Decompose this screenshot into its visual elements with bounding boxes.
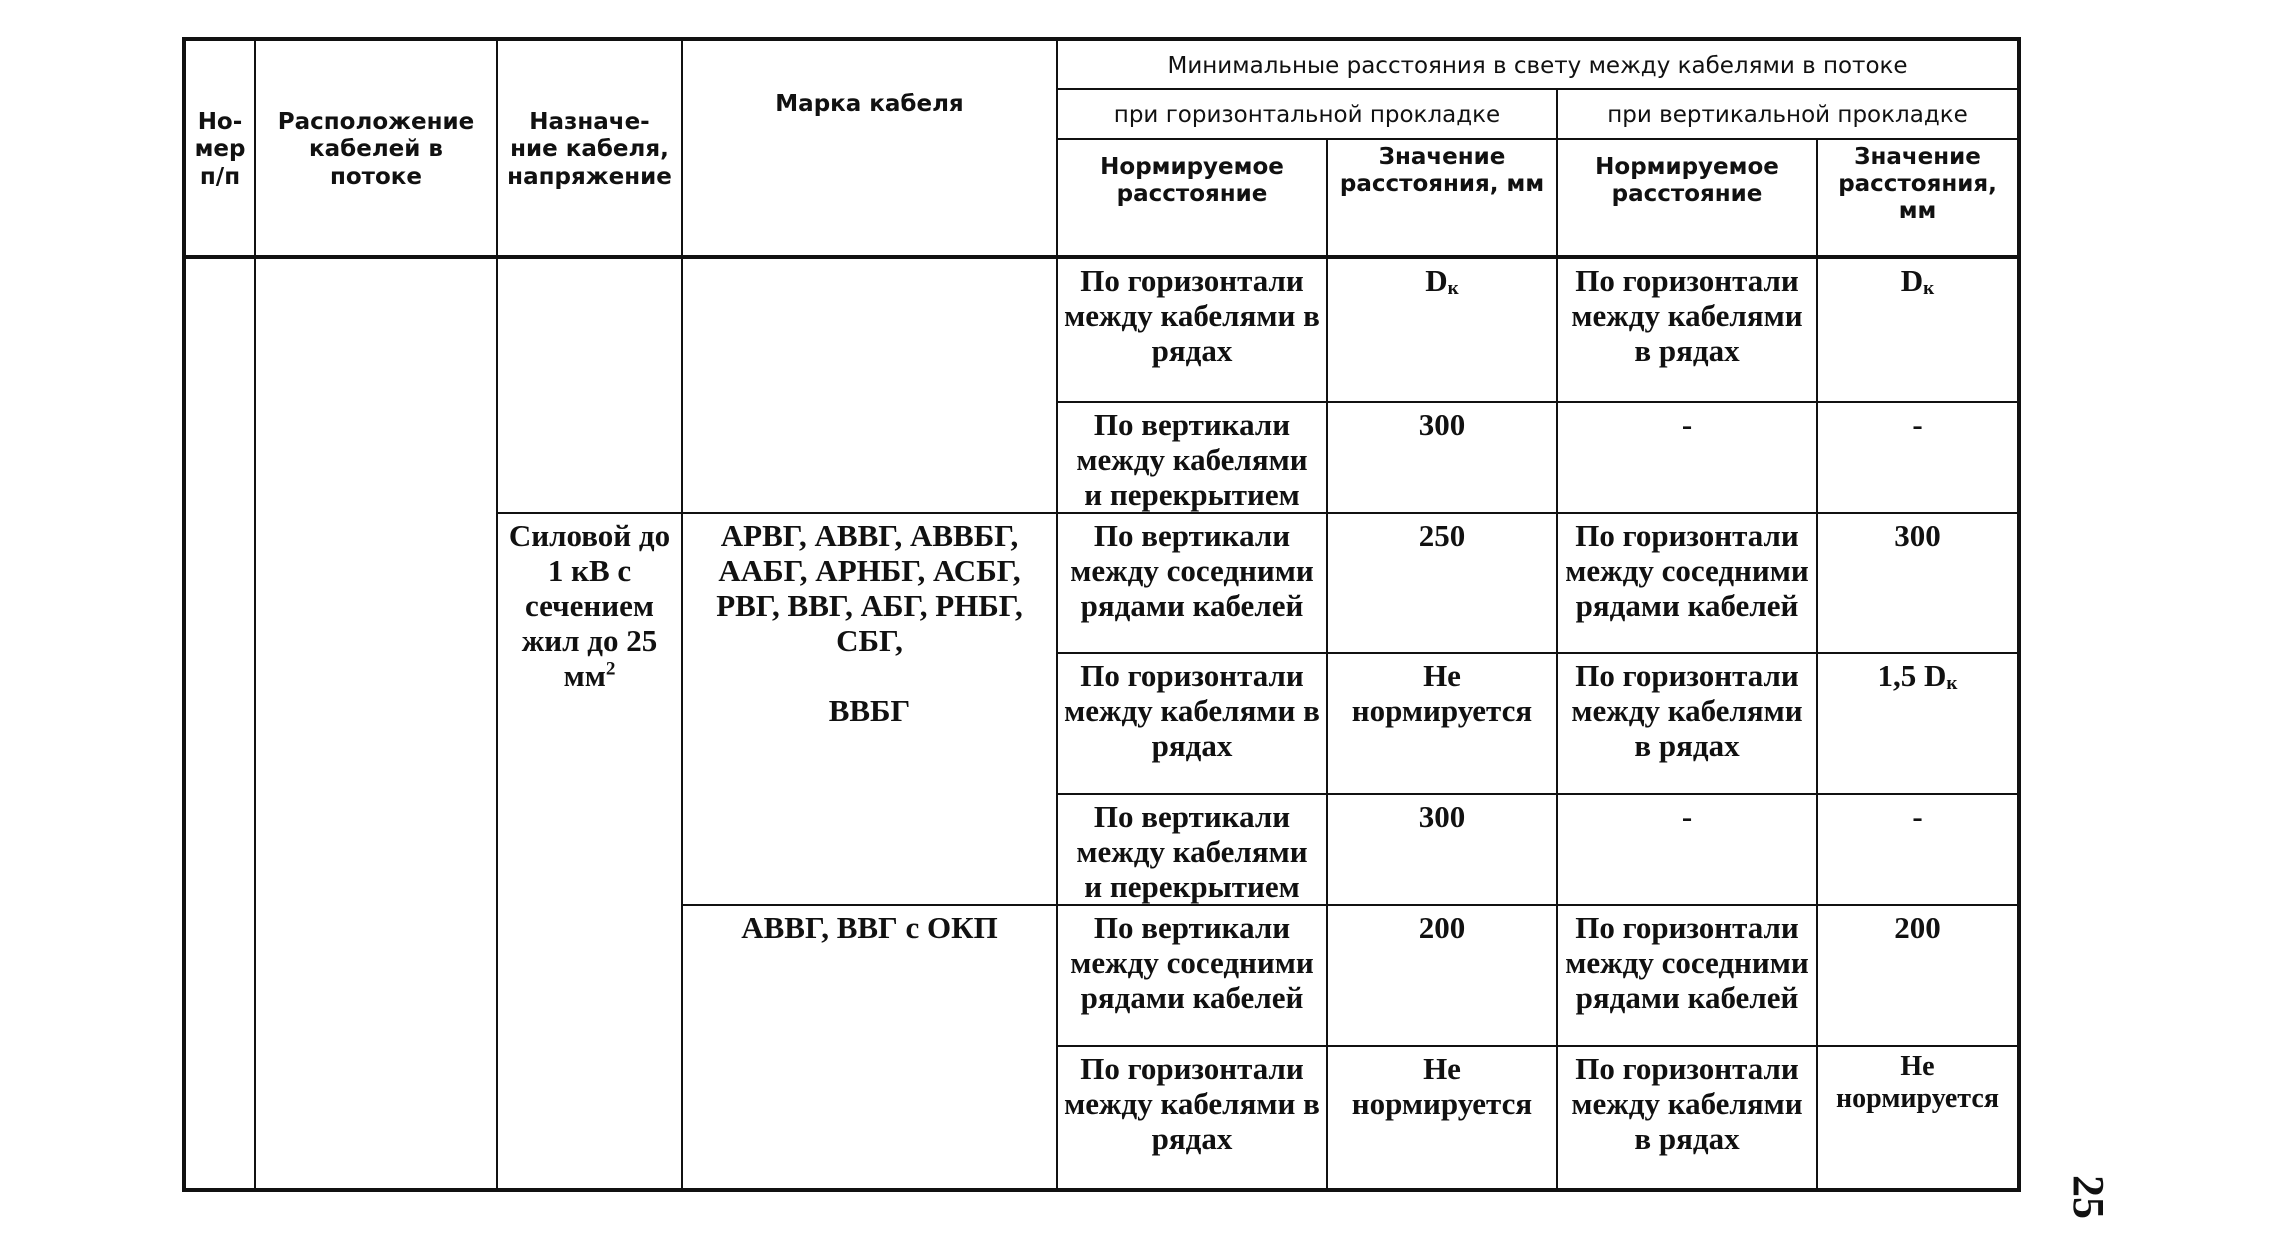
cell-v-value: - <box>1817 794 2019 905</box>
cell-v-value: 300 <box>1817 513 2019 653</box>
cell-h-norm: По горизонтали между кабелями в рядах <box>1057 653 1327 794</box>
cell-v-norm: По горизонтали между кабелями в рядах <box>1557 653 1817 794</box>
cell-location <box>255 257 497 1190</box>
cell-purpose-blank <box>497 257 682 513</box>
cell-brand-blank <box>682 257 1057 513</box>
cell-v-value: Не нормируется <box>1817 1046 2019 1190</box>
header-min-distances: Минимальные расстояния в свету между кабелями в потоке <box>1057 39 2019 89</box>
cell-h-value: 250 <box>1327 513 1557 653</box>
cell-v-value: 1,5 $D_к$ <box>1817 653 2019 794</box>
cell-h-value: 200 <box>1327 905 1557 1046</box>
header-h-norm: Нормируемое расстояние <box>1057 139 1327 257</box>
header-horizontal: при горизонтальной прокладке <box>1057 89 1557 139</box>
header-purpose: Назначе- ние кабеля, напряжение <box>497 39 682 257</box>
cell-h-norm: По вертикали между соседними рядами кабелей <box>1057 513 1327 653</box>
header-number: Но- мер п/п <box>184 39 255 257</box>
header-location: Расположение кабелей в потоке <box>255 39 497 257</box>
cell-v-value: - <box>1817 402 2019 513</box>
cell-h-value: Не нормируется <box>1327 653 1557 794</box>
cell-h-norm: По вертикали между кабелями и перекрытием <box>1057 794 1327 905</box>
cell-h-norm: По вертикали между соседними рядами кабелей <box>1057 905 1327 1046</box>
header-vertical: при вертикальной прокладке <box>1557 89 2019 139</box>
cell-v-norm: По горизонтали между соседними рядами кабелей <box>1557 905 1817 1046</box>
cell-v-norm: По горизонтали между кабелями в рядах <box>1557 1046 1817 1190</box>
cell-v-norm: По горизонтали между кабелями в рядах <box>1557 257 1817 402</box>
cell-v-norm: - <box>1557 794 1817 905</box>
header-v-value: Значение расстояния, мм <box>1817 139 2019 257</box>
header-h-value: Значение расстояния, мм <box>1327 139 1557 257</box>
cell-h-value: Не нормируется <box>1327 1046 1557 1190</box>
header-v-norm: Нормируемое расстояние <box>1557 139 1817 257</box>
cell-h-norm: По горизонтали между кабелями в рядах <box>1057 1046 1327 1190</box>
page-number: 25 <box>2064 1175 2113 1219</box>
cable-spacing-table <box>182 37 2021 1192</box>
cell-v-norm: По горизонтали между соседними рядами кабелей <box>1557 513 1817 653</box>
cell-v-norm: - <box>1557 402 1817 513</box>
table-row <box>184 257 2019 402</box>
cell-purpose: Силовой до 1 кВ с сечением жил до 25 $мм^2$ <box>497 513 682 1190</box>
cell-v-value: 200 <box>1817 905 2019 1046</box>
cell-v-value: $D_к$ <box>1817 257 2019 402</box>
cell-h-value: 300 <box>1327 402 1557 513</box>
cell-number <box>184 257 255 1190</box>
cell-h-value: 300 <box>1327 794 1557 905</box>
cell-brand-group-1: АРВГ, АВВГ, АВВБГ, ААБГ, АРНБГ, АСБГ, РВГ, ВВГ, АБГ, РНБГ, СБГ, ВВБГ <box>682 513 1057 905</box>
cell-h-norm: По вертикали между кабелями и перекрытием <box>1057 402 1327 513</box>
header-brand: Марка кабеля <box>682 39 1057 257</box>
cell-h-norm: По горизонтали между кабелями в рядах <box>1057 257 1327 402</box>
cell-brand-group-2: АВВГ, ВВГ с ОКП <box>682 905 1057 1190</box>
cell-h-value: $D_к$ <box>1327 257 1557 402</box>
